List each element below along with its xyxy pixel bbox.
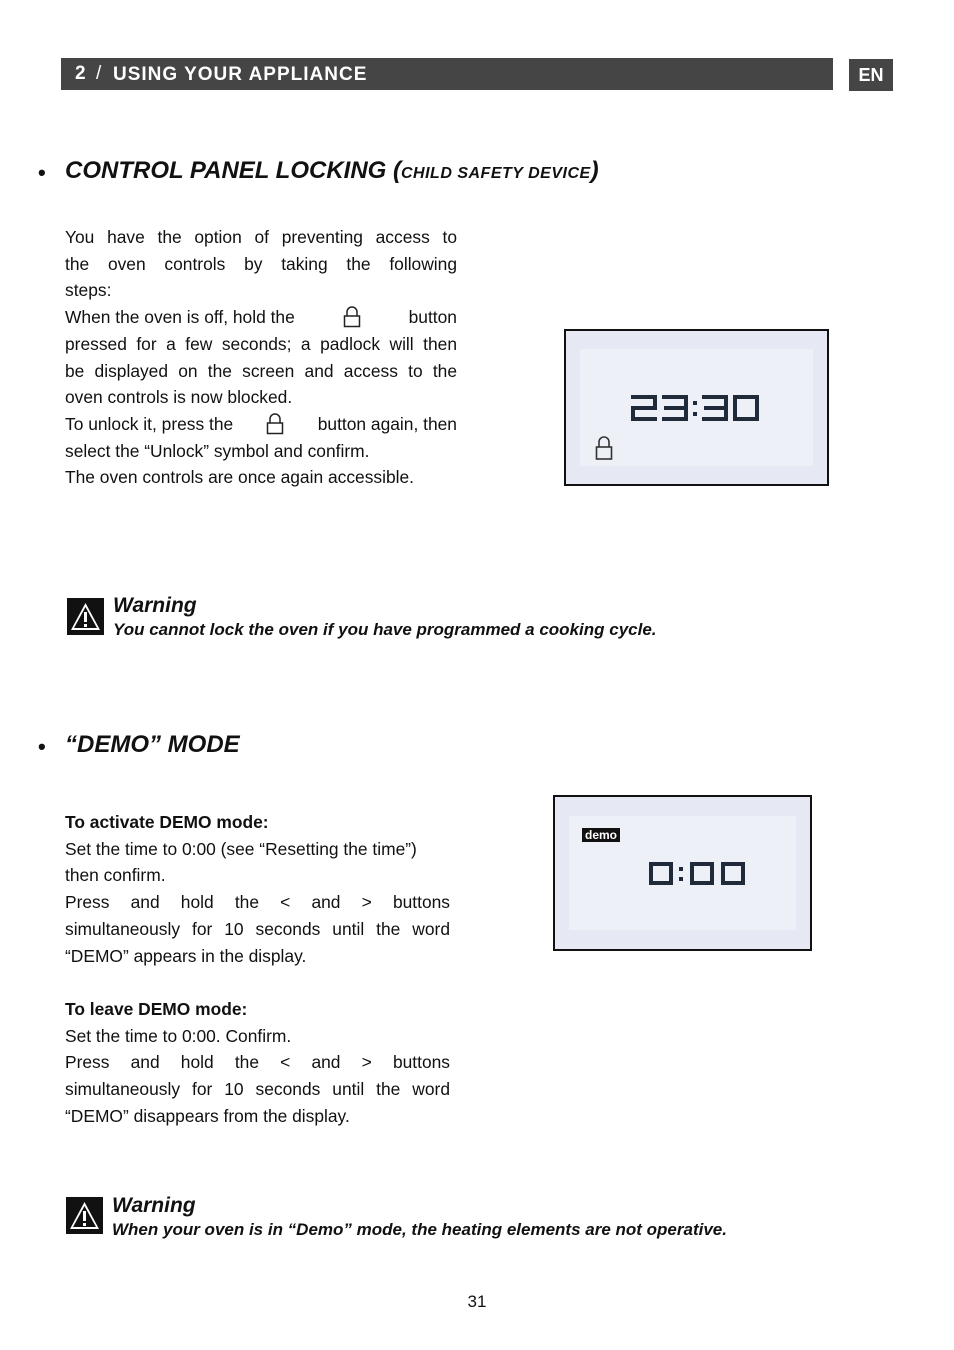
warning-title: Warning [112,1194,196,1217]
warning-title: Warning [113,594,197,617]
language-badge: EN [849,59,893,91]
text-line: then confirm. [65,865,166,886]
text-line: Set the time to 0:00. Confirm. [65,1025,292,1046]
demo-leave-instructions [65,996,450,1130]
display-time-digits [555,797,810,949]
warning-triangle-icon [67,598,104,635]
warning-triangle-icon [66,1197,103,1234]
text-line [65,411,457,438]
section-title-sub: CHILD SAFETY DEVICE [401,165,591,182]
page-number: 31 [467,1292,487,1311]
activate-label: To activate DEMO mode: [65,812,269,832]
text-line: be displayed on the screen and access to the [65,360,457,381]
padlock-icon [597,437,612,459]
chapter-separator: / [96,63,102,84]
text-line: simultaneously for 10 seconds until the word [65,918,450,939]
display-time-digits [566,331,827,484]
text-line: the oven controls by taking the following [65,253,457,274]
text-fragment: When the oven is off, hold the [65,307,295,328]
text-line: You have the option of preventing access to [65,227,457,247]
text-line: Press and hold the < and > buttons [65,1052,450,1073]
text-fragment: button [408,307,457,328]
warning-text: When your oven is in “Demo” mode, the heating elements are not operative. [112,1220,727,1239]
text-line: The oven controls are once again accessible. [65,467,414,488]
warning-text: You cannot lock the oven if you have programmed a cooking cycle. [113,620,657,639]
text-line [65,304,457,331]
locking-instructions [65,224,457,491]
text-line: “DEMO” disappears from the display. [65,1105,350,1126]
lock-button-icon [343,306,361,328]
section-title-demo: “DEMO” MODE [65,731,240,758]
text-fragment: To unlock it, press the [65,413,234,434]
text-line: simultaneously for 10 seconds until the word [65,1079,450,1100]
section-bullet: • [38,734,46,759]
text-fragment: button again, then [317,413,457,434]
demo-activate-instructions [65,809,450,969]
chapter-number: 2 [75,63,86,84]
text-line: select the “Unlock” symbol and confirm. [65,440,370,461]
text-line: pressed for a few seconds; a padlock will then [65,333,457,354]
section-bullet: • [38,160,46,185]
leave-label: To leave DEMO mode: [65,999,248,1019]
demo-indicator: demo [582,828,620,842]
chapter-header [61,58,833,90]
text-line: Press and hold the < and > buttons [65,892,450,913]
section-title-end: ) [590,157,599,184]
section-title-main: CONTROL PANEL LOCKING ( [65,157,401,184]
oven-display-locked [564,329,829,486]
text-line: steps: [65,280,112,301]
text-line: oven controls is now blocked. [65,387,293,408]
lock-button-icon [266,413,284,435]
text-line: “DEMO” appears in the display. [65,945,307,966]
oven-display-demo [553,795,812,951]
chapter-title: USING YOUR APPLIANCE [113,64,368,85]
section-title-locking [65,157,599,185]
text-line: Set the time to 0:00 (see “Resetting the time”) [65,838,417,859]
